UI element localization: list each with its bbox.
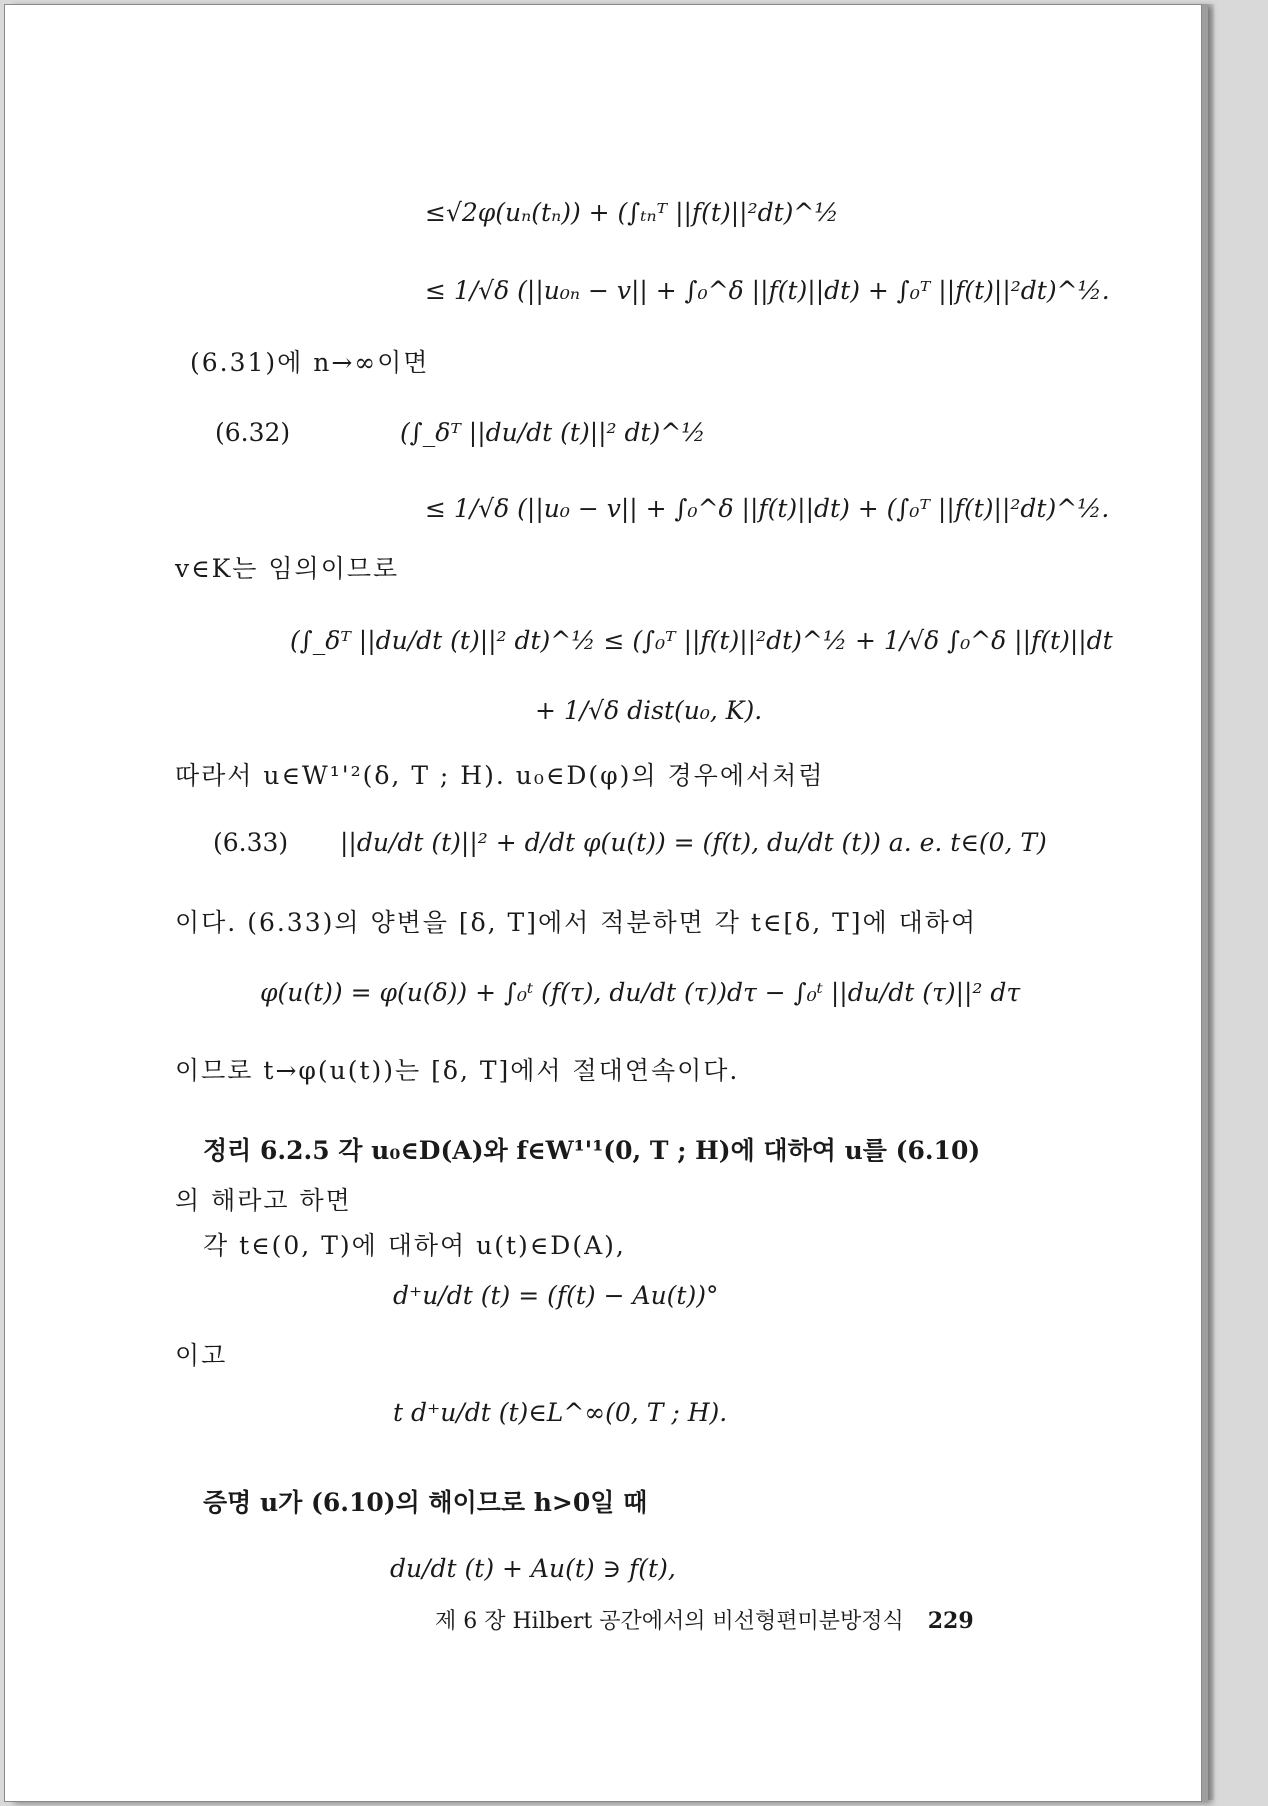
equation-6-32-lhs: (∫_δᵀ ||du/dt (t)||² dt)^½ [400,418,706,447]
page-number: 229 [927,1608,974,1634]
chapter-title: 제 6 장 Hilbert 공간에서의 비선형편미분방정식 [435,1609,904,1634]
inequality-line-2: ≤ 1/√δ (||u₀ₙ − v|| + ∫₀^δ ||f(t)||dt) + ∫₀ᵀ ||f(t)||²dt)^½. [425,276,1110,305]
inequality-2-line-1: (∫_δᵀ ||du/dt (t)||² dt)^½ ≤ (∫₀ᵀ ||f(t)||²dt)^½ + 1/√δ ∫₀^δ ||f(t)||dt [290,626,1113,655]
equation-l-infinity: t d⁺u/dt (t)∈L^∞(0, T ; H). [393,1398,728,1427]
text-arbitrary-content: v∈K는 임의이므로 [175,554,400,583]
equation-inclusion: du/dt (t) + Au(t) ∋ f(t), [390,1554,676,1583]
theorem-6-2-5: 정리 6.2.5 각 u₀∈D(A)와 f∈W¹'¹(0, T ; H)에 대하여 u를 (6.10) [203,1136,981,1165]
text-absolute-continuity-content: 이므로 t→φ(u(t))는 [δ, T]에서 절대연속이다. [175,1056,740,1085]
text-limit-content: (6.31)에 n→∞이면 [190,348,430,377]
book-page [4,4,1202,1802]
text-integrate [175,907,977,939]
text-absolute-continuity [175,1055,739,1087]
text-arbitrary [175,553,399,585]
text-integrate-content: 이다. (6.33)의 양변을 [δ, T]에서 적분하면 각 t∈[δ, T]에 대하여 [175,908,978,937]
theorem-each-t: 각 t∈(0, T)에 대하여 u(t)∈D(A), [203,1231,626,1260]
equation-phi: φ(u(t)) = φ(u(δ)) + ∫₀ᵗ (f(τ), du/dt (τ))dτ − ∫₀ᵗ ||du/dt (τ)||² dτ [260,978,1021,1007]
text-limit [190,347,429,379]
theorem-continuation: 의 해라고 하면 [175,1186,352,1215]
text-and: 이고 [175,1341,228,1370]
text-therefore-content: 따라서 u∈W¹'²(δ, T ; H). u₀∈D(φ)의 경우에서처럼 [175,761,825,790]
inequality-2-line-2: + 1/√δ dist(u₀, K). [535,696,763,725]
page-edge-shadow [1200,4,1214,1800]
proof-start: 증명 u가 (6.10)의 해이므로 h>0일 때 [203,1488,648,1517]
equation-number-6-33: (6.33) [213,828,289,857]
equation-number-6-32: (6.32) [215,418,291,447]
page-footer [435,1605,974,1638]
equation-right-derivative: d⁺u/dt (t) = (f(t) − Au(t))° [393,1281,719,1310]
inequality-line-1: ≤√2φ(uₙ(tₙ)) + (∫ₜₙᵀ ||f(t)||²dt)^½ [425,198,839,227]
equation-6-32-rhs: ≤ 1/√δ (||u₀ − v|| + ∫₀^δ ||f(t)||dt) + (∫₀ᵀ ||f(t)||²dt)^½. [425,494,1110,523]
text-therefore [175,760,824,792]
equation-6-33: ||du/dt (t)||² + d/dt φ(u(t)) = (f(t), du/dt (t)) a. e. t∈(0, T) [340,828,1047,857]
